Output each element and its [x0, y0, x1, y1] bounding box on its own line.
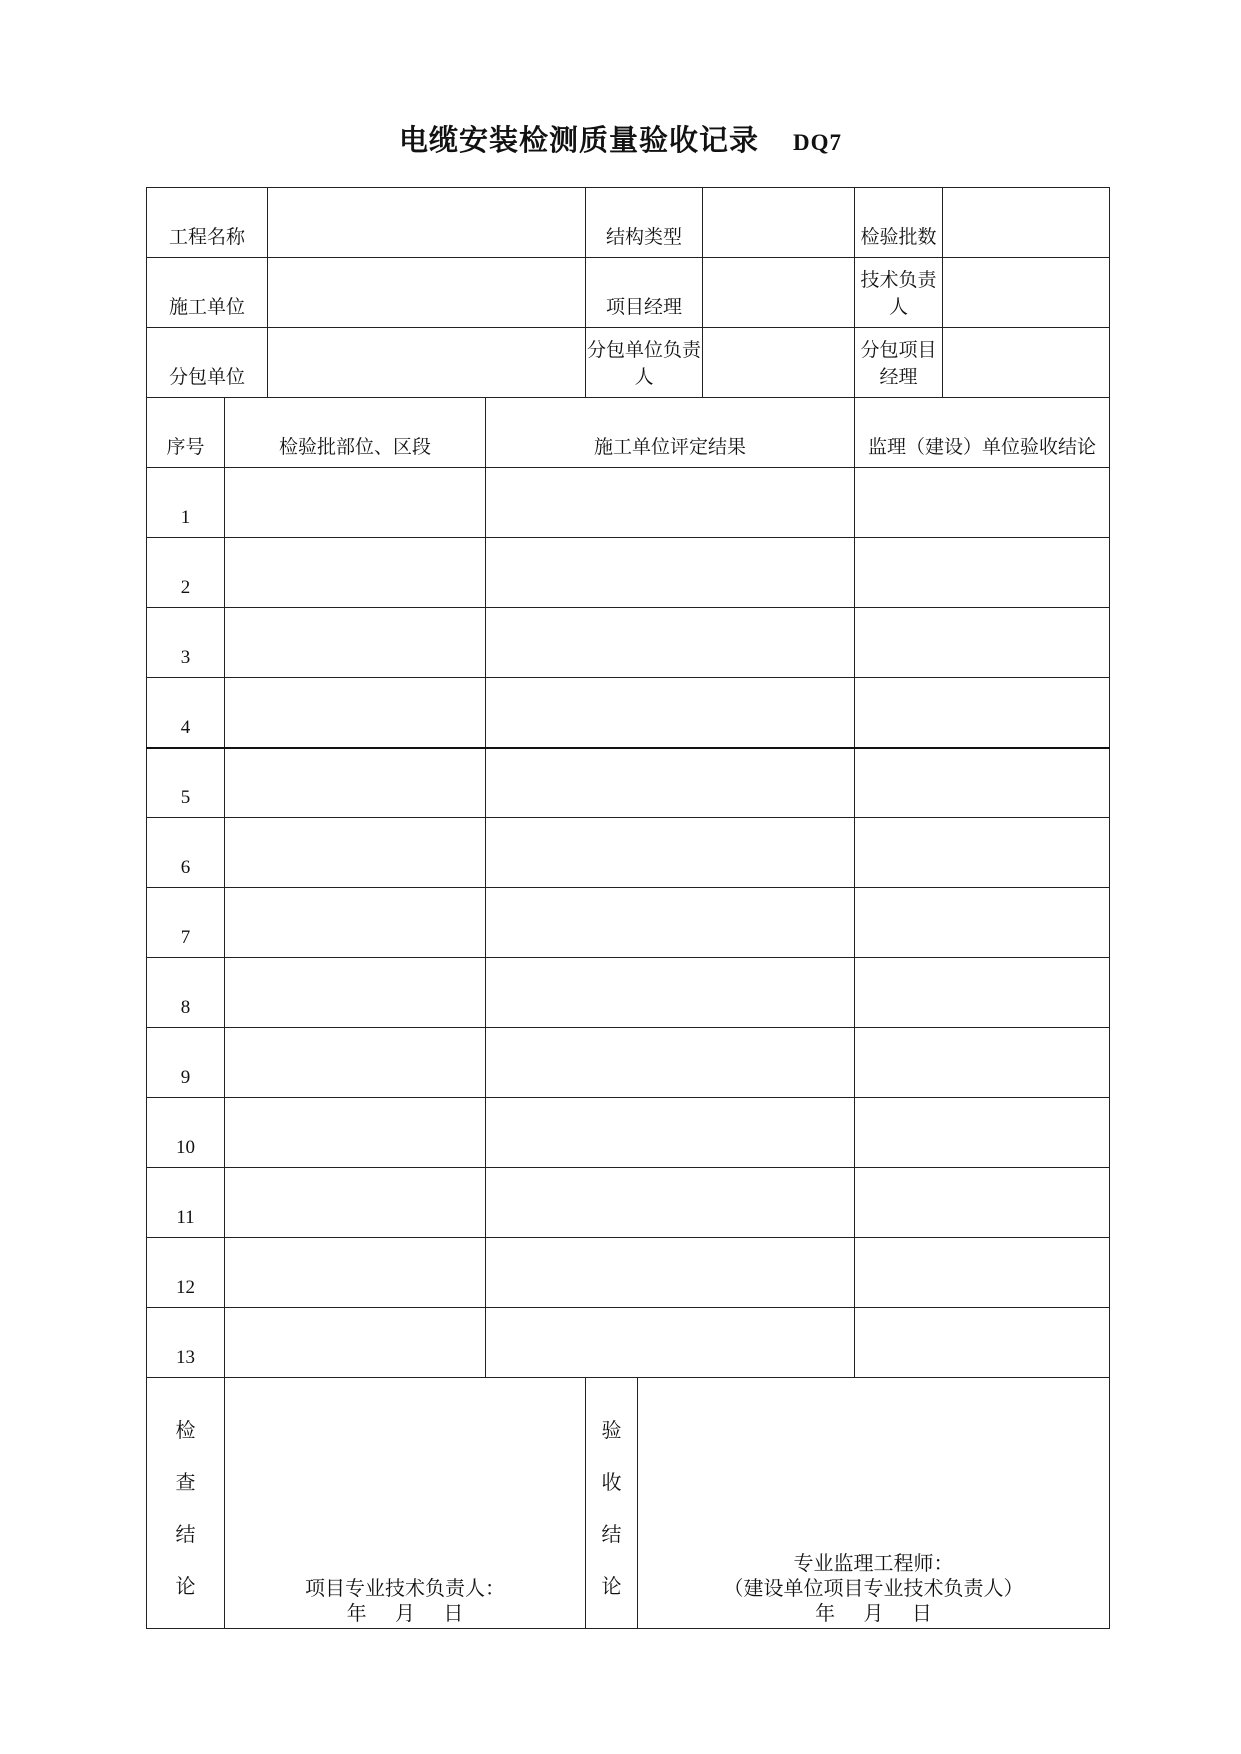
row-number: 3 [147, 608, 225, 678]
contractor-result-cell[interactable] [486, 678, 855, 748]
subcontractor-value[interactable] [268, 328, 586, 398]
supervisor-conclusion-cell[interactable] [855, 1028, 1110, 1098]
structure-type-label: 结构类型 [586, 188, 703, 258]
location-cell[interactable] [225, 678, 486, 748]
contractor-result-cell[interactable] [486, 1168, 855, 1238]
supervisor-conclusion-cell[interactable] [855, 1168, 1110, 1238]
contractor-result-cell[interactable] [486, 468, 855, 538]
location-cell[interactable] [225, 1168, 486, 1238]
check-char: 检 [175, 1418, 196, 1442]
check-char: 论 [175, 1574, 196, 1598]
row-number: 5 [147, 748, 225, 818]
contractor-result-cell[interactable] [486, 538, 855, 608]
location-header: 检验批部位、区段 [225, 398, 486, 468]
location-cell[interactable] [225, 538, 486, 608]
location-cell[interactable] [225, 468, 486, 538]
sub-project-manager-value[interactable] [943, 328, 1110, 398]
tech-lead-signature-label: 项目专业技术负责人： [305, 1576, 505, 1600]
check-conclusion-area[interactable] [225, 1378, 586, 1629]
header-row-project [147, 188, 1110, 258]
table-row [147, 1168, 1110, 1238]
tech-lead-value[interactable] [943, 258, 1110, 328]
contractor-result-cell[interactable] [486, 608, 855, 678]
contractor-result-cell[interactable] [486, 1308, 855, 1378]
column-header-row [147, 398, 1110, 468]
row-number: 10 [147, 1098, 225, 1168]
contractor-label: 施工单位 [147, 258, 268, 328]
supervisor-conclusion-cell[interactable] [855, 1238, 1110, 1308]
acceptance-table [146, 187, 1110, 1629]
check-conclusion-label [147, 1378, 225, 1629]
supervisor-conclusion-cell[interactable] [855, 748, 1110, 818]
table-row [147, 1238, 1110, 1308]
header-row-contractor [147, 258, 1110, 328]
contractor-result-cell[interactable] [486, 958, 855, 1028]
subcontractor-label: 分包单位 [147, 328, 268, 398]
row-number: 9 [147, 1028, 225, 1098]
table-row [147, 678, 1110, 748]
project-name-label: 工程名称 [147, 188, 268, 258]
title-text: 电缆安装检测质量验收记录 [398, 123, 759, 157]
row-number: 6 [147, 818, 225, 888]
contractor-result-cell[interactable] [486, 748, 855, 818]
table-row [147, 888, 1110, 958]
location-cell[interactable] [225, 958, 486, 1028]
table-row [147, 1098, 1110, 1168]
table-row [147, 608, 1110, 678]
project-manager-label: 项目经理 [586, 258, 703, 328]
supervisor-conclusion-cell[interactable] [855, 608, 1110, 678]
location-cell[interactable] [225, 1308, 486, 1378]
location-cell[interactable] [225, 818, 486, 888]
supervisor-conclusion-cell[interactable] [855, 538, 1110, 608]
accept-char: 收 [601, 1470, 622, 1494]
contractor-result-cell[interactable] [486, 1238, 855, 1308]
project-name-value[interactable] [268, 188, 586, 258]
structure-type-value[interactable] [703, 188, 855, 258]
supervisor-conclusion-cell[interactable] [855, 678, 1110, 748]
batch-count-value[interactable] [943, 188, 1110, 258]
accept-conclusion-area[interactable] [638, 1378, 1110, 1629]
table-row [147, 748, 1110, 818]
supervisor-conclusion-cell[interactable] [855, 818, 1110, 888]
accept-char: 结 [601, 1522, 622, 1546]
supervisor-conclusion-cell[interactable] [855, 1098, 1110, 1168]
supervisor-conclusion-cell[interactable] [855, 888, 1110, 958]
table-row [147, 958, 1110, 1028]
form-code: DQ7 [793, 130, 842, 155]
project-manager-value[interactable] [703, 258, 855, 328]
supervisor-conclusion-cell[interactable] [855, 958, 1110, 1028]
tech-lead-label: 技术负责人 [855, 258, 943, 328]
contractor-result-cell[interactable] [486, 1028, 855, 1098]
header-row-subcontractor [147, 328, 1110, 398]
table-row [147, 468, 1110, 538]
row-number: 12 [147, 1238, 225, 1308]
contractor-result-cell[interactable] [486, 1098, 855, 1168]
check-char: 查 [175, 1470, 196, 1494]
check-char: 结 [175, 1522, 196, 1546]
row-number: 11 [147, 1168, 225, 1238]
subcontractor-lead-value[interactable] [703, 328, 855, 398]
supervisor-signature-label: 专业监理工程师： [793, 1551, 954, 1575]
page-title [0, 118, 1241, 159]
supervisor-conclusion-cell[interactable] [855, 1308, 1110, 1378]
row-number: 13 [147, 1308, 225, 1378]
conclusion-row [147, 1378, 1110, 1629]
table-row [147, 1308, 1110, 1378]
sub-project-manager-label: 分包项目经理 [855, 328, 943, 398]
check-date: 年 月 日 [346, 1601, 464, 1625]
seq-header: 序号 [147, 398, 225, 468]
supervisor-conclusion-cell[interactable] [855, 468, 1110, 538]
contractor-result-cell[interactable] [486, 818, 855, 888]
location-cell[interactable] [225, 1098, 486, 1168]
subcontractor-lead-label: 分包单位负责人 [586, 328, 703, 398]
supervisor-conclusion-header: 监理（建设）单位验收结论 [855, 398, 1110, 468]
accept-char: 验 [601, 1418, 622, 1442]
row-number: 1 [147, 468, 225, 538]
location-cell[interactable] [225, 1238, 486, 1308]
table-row [147, 818, 1110, 888]
table-row [147, 1028, 1110, 1098]
row-number: 4 [147, 678, 225, 748]
batch-count-label: 检验批数 [855, 188, 943, 258]
accept-conclusion-label [586, 1378, 638, 1629]
contractor-result-header: 施工单位评定结果 [486, 398, 855, 468]
location-cell[interactable] [225, 748, 486, 818]
table-row [147, 538, 1110, 608]
contractor-result-cell[interactable] [486, 888, 855, 958]
owner-tech-lead-label: （建设单位项目专业技术负责人） [723, 1576, 1024, 1600]
location-cell[interactable] [225, 1028, 486, 1098]
row-number: 2 [147, 538, 225, 608]
accept-date: 年 月 日 [815, 1601, 932, 1625]
location-cell[interactable] [225, 888, 486, 958]
contractor-value[interactable] [268, 258, 586, 328]
accept-char: 论 [601, 1574, 622, 1598]
row-number: 7 [147, 888, 225, 958]
location-cell[interactable] [225, 608, 486, 678]
row-number: 8 [147, 958, 225, 1028]
